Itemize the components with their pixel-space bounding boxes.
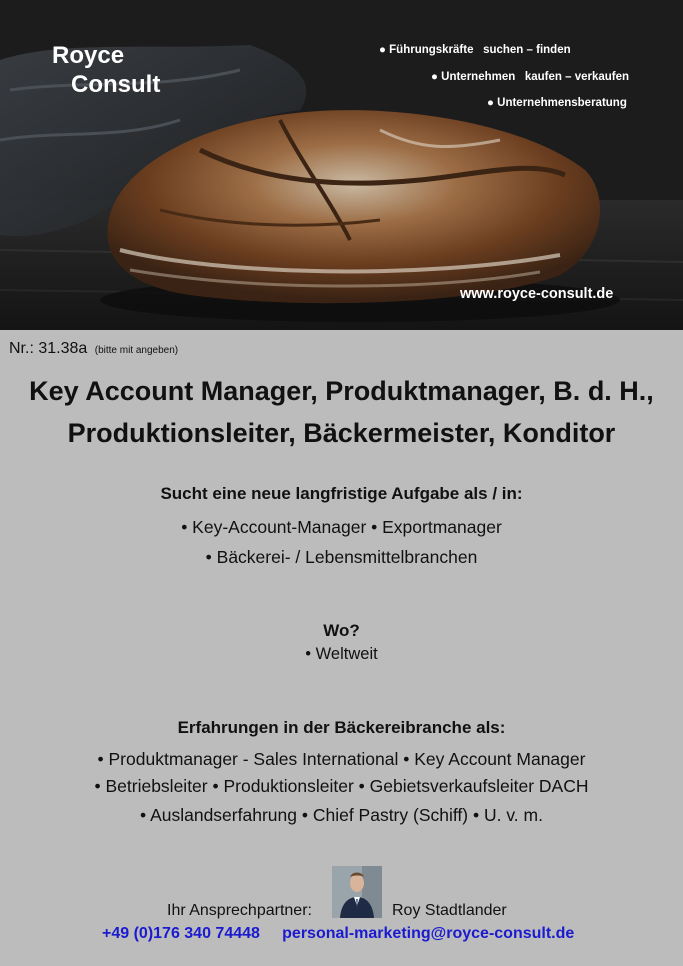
location-line: • Weltweit <box>305 645 378 663</box>
seeking-heading: Sucht eine neue langfristige Aufgabe als / in: <box>160 484 523 503</box>
phone-link[interactable]: +49 (0)176 340 74448 <box>102 925 260 942</box>
experience-heading: Erfahrungen in der Bäckereibranche als: <box>177 718 506 737</box>
hero-banner <box>0 0 683 330</box>
email-link[interactable]: personal-marketing@royce-consult.de <box>282 925 575 942</box>
location-section <box>0 621 683 668</box>
brand-line-2: Consult <box>71 70 161 98</box>
reference-number <box>9 340 178 358</box>
experience-section <box>0 718 683 829</box>
seeking-line: • Bäckerei- / Lebensmittelbranchen <box>205 547 478 567</box>
services-list <box>0 44 683 124</box>
service-item: ● Unternehmen kaufen – verkaufen <box>431 71 630 83</box>
contact-footer <box>102 925 574 943</box>
contact-label: Ihr Ansprechpartner: <box>167 902 312 919</box>
reference-label: Nr.: 31.38a <box>9 340 88 357</box>
avatar <box>332 866 382 918</box>
experience-line: • Produktmanager - Sales International • Key Account Manager <box>97 749 586 769</box>
seeking-line: • Key-Account-Manager • Exportmanager <box>181 517 502 537</box>
experience-line: • Betriebsleiter • Produktionsleiter • Gebietsverkaufsleiter DACH <box>94 776 589 796</box>
title-line: Key Account Manager, Produktmanager, B. d. H., <box>29 376 654 406</box>
location-heading: Wo? <box>323 621 360 640</box>
contact-name: Roy Stadtlander <box>392 902 507 919</box>
experience-line: • Auslandserfahrung • Chief Pastry (Schiff) • U. v. m. <box>140 805 543 825</box>
person-photo-icon <box>332 866 382 918</box>
service-item: ● Führungskräfte suchen – finden <box>379 44 571 56</box>
website-link[interactable]: www.royce-consult.de <box>460 286 614 302</box>
reference-note: (bitte mit angeben) <box>94 345 179 356</box>
contact-section <box>0 866 683 920</box>
seeking-section <box>0 484 683 572</box>
service-item: ● Unternehmensberatung <box>487 97 627 109</box>
page-title <box>0 370 683 454</box>
brand-line-1: Royce <box>52 42 125 69</box>
title-line: Produktionsleiter, Bäckermeister, Konditor <box>67 418 616 448</box>
